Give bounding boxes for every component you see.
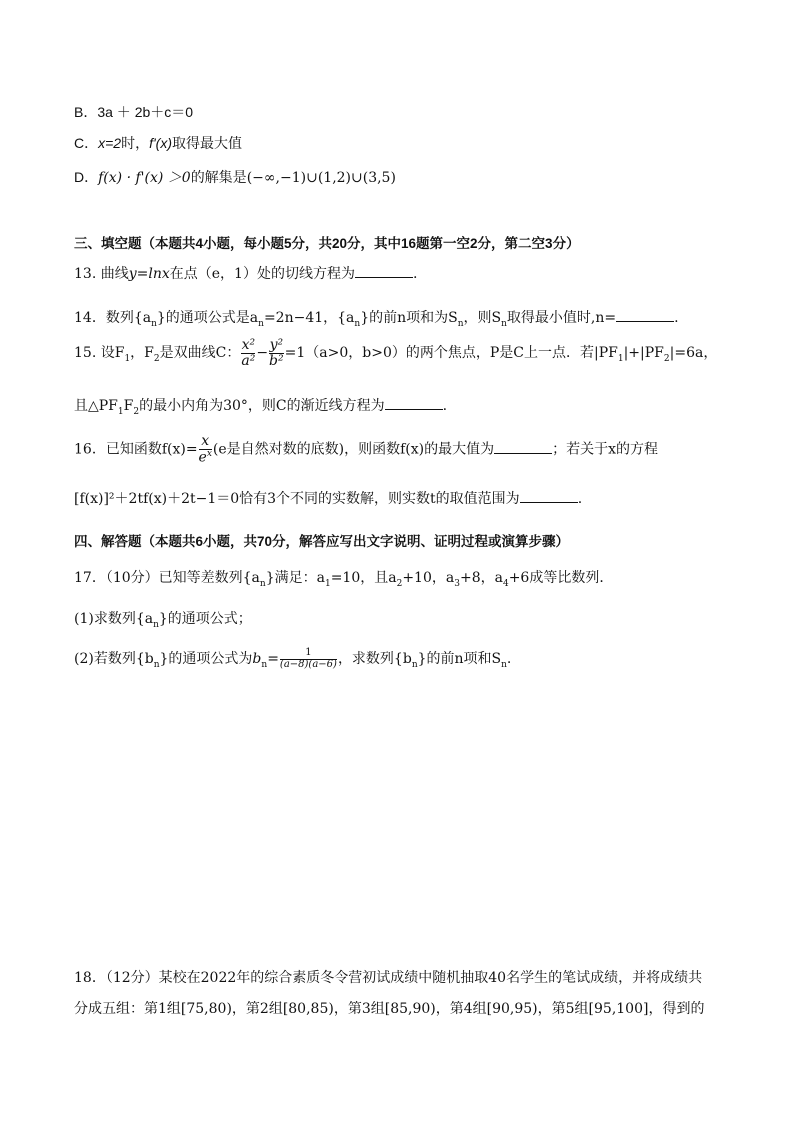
fraction-bn: $\frac{1}{(a-8)(a-6)}$ bbox=[279, 647, 337, 670]
fraction-x2-a2: $\frac{\text{x²}}{\text{a²}}$ bbox=[241, 337, 256, 369]
answer-blank bbox=[520, 489, 578, 503]
answer-blank bbox=[355, 264, 413, 278]
question-16-line1: 16．已知函数f(x)= $\frac{x}{e^x}$ (e是自然对数的底数)，则函数f(x)的最大值为 ；若关于x的方程 bbox=[74, 433, 659, 466]
question-14: 14．数列$\{a_n\}$的通项公式是$a_n=2n-41$，$\{a_n\}$的前n项和为$S_n$，则$S_n$取得最小值时,n= . bbox=[74, 310, 679, 329]
question-17-part-1: (1)求数列$\{a_n\}$的通项公式； bbox=[74, 611, 252, 630]
question-18-line1: 18．（12分）某校在2022年的综合素质冬令营初试成绩中随机抽取40名学生的笔试成绩，并将成绩共 bbox=[74, 970, 703, 986]
question-15-line1: 15. 设$F_1$，$F_2$是双曲线C： $\frac{\text{x²}}{\text{a²}}$ − $\frac{\text{y²}}{\text{b²}}$ =1（a>0，b>0）的两个焦点，P是C上一点．若$|PF_1|+|PF_2|=6a$， bbox=[74, 337, 718, 369]
question-17: 17．（10分）已知等差数列$\{a_n\}$满足：$a_1=10$，且$a_2+10$，$a_3+8$，$a_4+6$成等比数列． bbox=[74, 570, 614, 589]
question-18-line2: 分成五组：第1组[75,80)，第2组[80,85)，第3组[85,90)，第4组[90,95)，第5组[95,100]，得到的 bbox=[74, 1001, 705, 1017]
question-17-part-2: (2)若数列$\{b_n\}$的通项公式为$b_n=$ $\frac{1}{(a-8)(a-6)}$ ，求数列$\{b_n\}$的前n项和$S_n$. bbox=[74, 647, 512, 670]
fraction-y2-b2: $\frac{\text{y²}}{\text{b²}}$ bbox=[269, 337, 284, 369]
answer-blank bbox=[494, 440, 552, 454]
answer-blank bbox=[616, 308, 674, 322]
fraction-x-ex: $\frac{x}{e^x}$ bbox=[198, 433, 212, 466]
answer-blank bbox=[385, 396, 443, 410]
option-d: D．f(x) · f'(x) ＞0的解集是(−∞,−1)∪(1,2)∪(3,5) bbox=[74, 169, 396, 186]
question-13: 13. 曲线y=lnx在点（e，1）处的切线方程为 . bbox=[74, 266, 418, 282]
section-4-heading: 四、解答题（本题共6小题，共70分，解答应写出文字说明、证明过程或演算步骤） bbox=[74, 534, 570, 549]
option-c: C．x=2时，f'(x)取得最大值 bbox=[74, 135, 242, 151]
question-16-line2: [f(x)]²＋2tf(x)＋2t−1＝0恰有3个不同的实数解，则实数t的取值范围为 . bbox=[74, 491, 583, 507]
option-b: B．3a ＋ 2b＋c＝0 bbox=[74, 104, 194, 120]
question-15-line2: 且$\triangle PF_1F_2$的最小内角为30°，则C的渐近线方程为 . bbox=[74, 398, 448, 417]
section-3-heading: 三、填空题（本题共4小题，每小题5分，共20分，其中16题第一空2分，第二空3分） bbox=[74, 236, 580, 251]
